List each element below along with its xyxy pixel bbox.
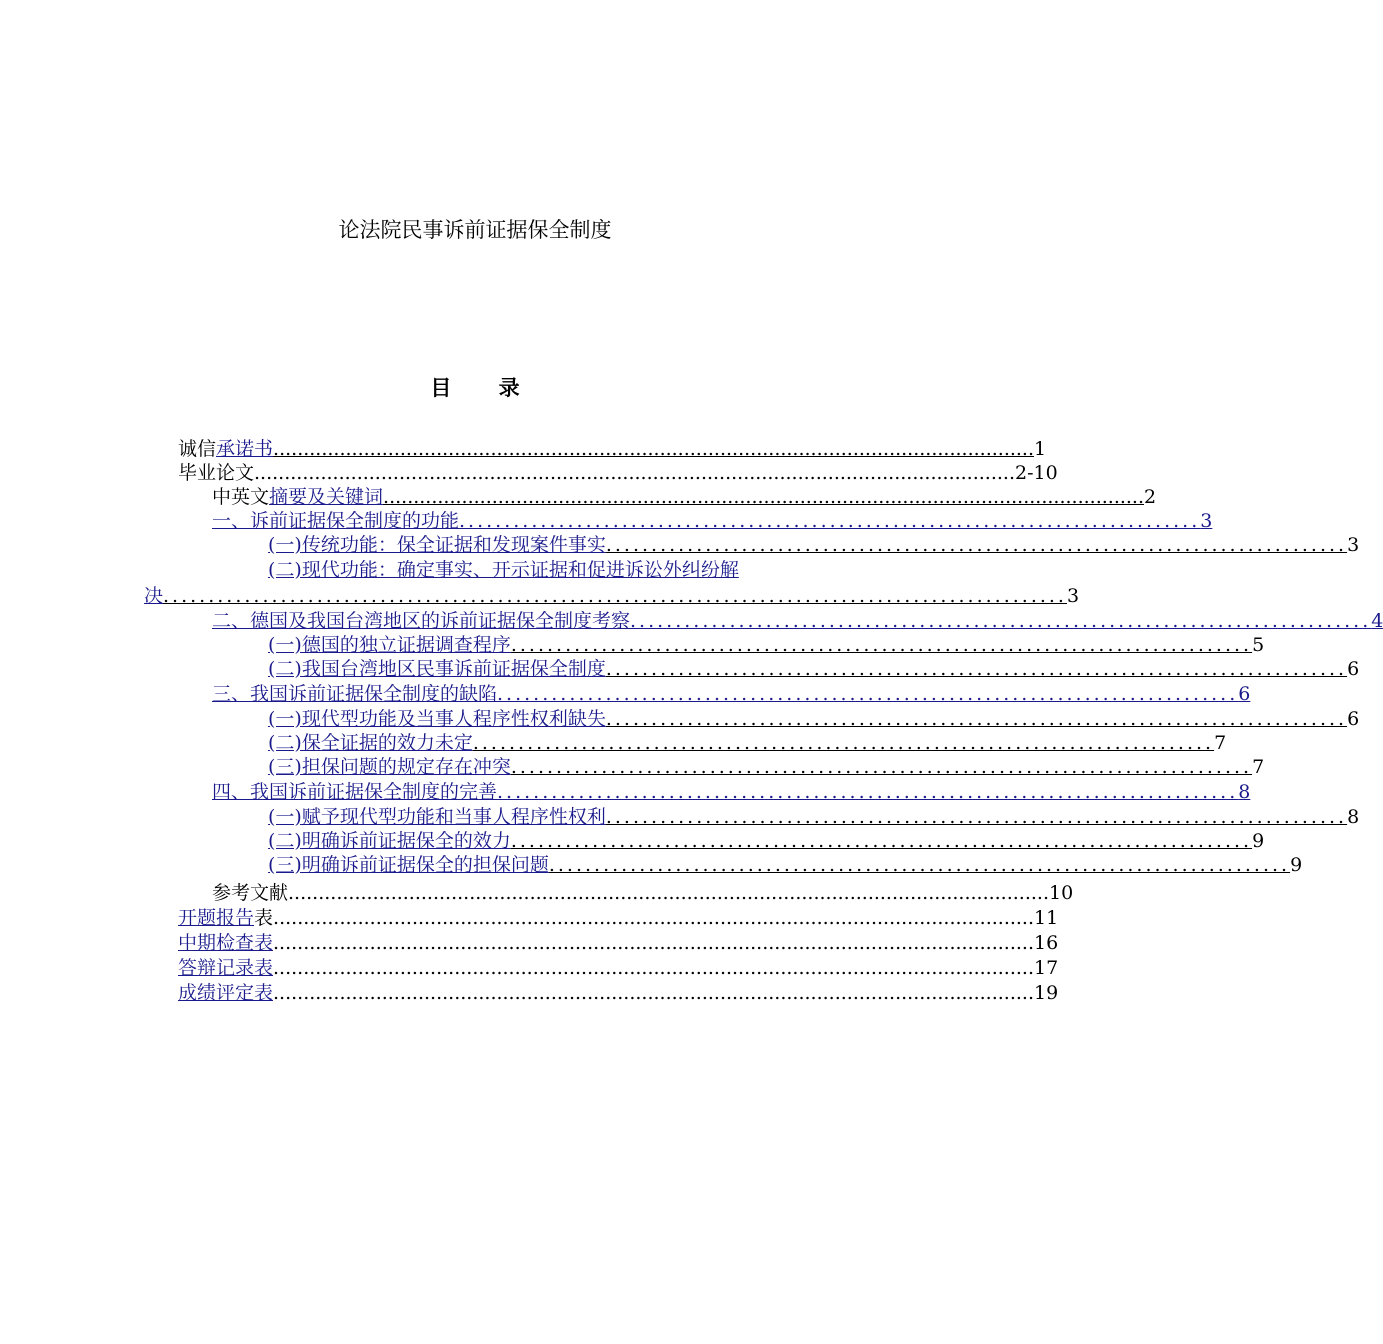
page-number: 17 (1034, 957, 1059, 979)
page-number: 3 (1347, 534, 1360, 556)
page-number: 9 (1252, 830, 1265, 852)
toc-link[interactable]: 答辩记录表 (178, 957, 274, 979)
page-number: 5 (1252, 634, 1265, 656)
toc-entry-grade-evaluation[interactable] (178, 980, 1059, 1006)
toc-entry-section-4-3[interactable] (268, 852, 1303, 878)
toc-link[interactable]: (二)保全证据的效力未定 (268, 732, 473, 754)
dot-leader: .................................................................................. (510, 830, 1253, 852)
toc-link[interactable]: (一)赋予现代型功能和当事人程序性权利 (268, 806, 606, 828)
toc-link[interactable]: (一)传统功能：保全证据和发现案件事实 (268, 534, 606, 556)
page-number: 2-10 (1015, 462, 1058, 484)
page-number: 6 (1347, 658, 1360, 680)
toc-entry-defense-record[interactable] (178, 955, 1059, 981)
dot-leader: .................................................................................................... (163, 585, 1067, 607)
toc-entry-section-2-2[interactable] (268, 656, 1360, 682)
toc-link[interactable]: 开题报告 (178, 907, 255, 929)
page-number: 2 (1144, 486, 1157, 508)
toc-entry-section-3-3[interactable] (268, 754, 1265, 780)
dot-leader: .................................................................................. (459, 510, 1201, 532)
toc-entry-section-3-2[interactable] (268, 730, 1227, 756)
toc-entry-midterm-check[interactable] (178, 930, 1059, 956)
toc-entry-proposal-report[interactable]: 开题报告 表 .............................................................................................................................. 11 (178, 907, 1059, 929)
toc-entry-abstract[interactable]: 中英文 摘要及关键词 .............................................................................................................................. 2 (212, 486, 1157, 508)
dot-leader: .............................................................................................................................. (254, 462, 1015, 484)
toc-link[interactable]: (二)现代功能：确定事实、开示证据和促进诉讼外纠纷解 (268, 559, 739, 581)
toc-entry-section-3-1[interactable] (268, 706, 1360, 732)
toc-entry-section-4[interactable]: 四、我国诉前证据保全制度的完善 .................................................................................. 8 (212, 781, 1251, 803)
dot-leader: .............................................................................................................................. (273, 932, 1034, 954)
toc-link[interactable]: 承诺书 (216, 438, 274, 460)
toc-link[interactable]: 中期检查表 (178, 932, 274, 954)
dot-leader: .................................................................................. (497, 781, 1239, 803)
dot-leader: .................................................................................. (510, 756, 1253, 778)
toc-entry-references: 参考文献 .............................................................................................................................. 10 (212, 882, 1074, 904)
toc-entry-section-1[interactable]: 一、诉前证据保全制度的功能 .................................................................................. 3 (212, 510, 1213, 532)
toc-link[interactable]: (三)明确诉前证据保全的担保问题 (268, 854, 549, 876)
page-number: 11 (1034, 907, 1059, 929)
page-number: 6 (1238, 683, 1251, 705)
dot-leader: .............................................................................................................................. (273, 438, 1035, 460)
dot-leader: .................................................................................. (510, 634, 1253, 656)
toc-link[interactable]: (二)明确诉前证据保全的效力 (268, 830, 511, 852)
page-number: 19 (1034, 982, 1059, 1004)
toc-heading: 目 录 (430, 376, 540, 400)
page-number: 10 (1049, 882, 1074, 904)
dot-leader: .................................................................................. (605, 708, 1348, 730)
dot-leader: .............................................................................................................................. (288, 882, 1049, 904)
toc-link[interactable]: 决 (144, 585, 164, 607)
dot-leader: .................................................................................. (630, 610, 1372, 632)
page-number: 8 (1238, 781, 1251, 803)
dot-leader: .................................................................................. (548, 854, 1291, 876)
toc-entry-section-4-2[interactable] (268, 828, 1265, 854)
toc-entry-section-3[interactable]: 三、我国诉前证据保全制度的缺陷 .................................................................................. 6 (212, 683, 1251, 705)
toc-entry-section-2-1[interactable] (268, 632, 1265, 658)
toc-link[interactable]: (二)我国台湾地区民事诉前证据保全制度 (268, 658, 606, 680)
page-number: 8 (1347, 806, 1360, 828)
toc-link[interactable]: 成绩评定表 (178, 982, 274, 1004)
page-number: 1 (1034, 438, 1047, 460)
page-number: 9 (1290, 854, 1303, 876)
dot-leader: .............................................................................................................................. (273, 957, 1034, 979)
dot-leader: .................................................................................. (497, 683, 1239, 705)
dot-leader: .............................................................................................................................. (383, 486, 1145, 508)
toc-link[interactable]: (三)担保问题的规定存在冲突 (268, 756, 511, 778)
page-number: 16 (1034, 932, 1059, 954)
dot-leader: .................................................................................. (605, 534, 1348, 556)
toc-entry-thesis: 毕业论文 .............................................................................................................................. 2-10 (178, 462, 1058, 484)
page-number: 3 (1200, 510, 1213, 532)
toc-entry-section-4-1[interactable] (268, 804, 1360, 830)
dot-leader: .................................................................................. (605, 658, 1348, 680)
page-number: 7 (1214, 732, 1227, 754)
toc-entry-integrity-pledge[interactable]: 诚信 承诺书 .............................................................................................................................. 1 (178, 438, 1047, 460)
dot-leader: .................................................................................. (605, 806, 1348, 828)
document-title: 论法院民事诉前证据保全制度 (338, 218, 612, 242)
dot-leader: .............................................................................................................................. (273, 907, 1035, 929)
dot-leader: .............................................................................................................................. (273, 982, 1034, 1004)
page-number: 7 (1252, 756, 1265, 778)
page-number: 4 (1371, 610, 1383, 632)
toc-link[interactable]: (一)现代型功能及当事人程序性权利缺失 (268, 708, 606, 730)
toc-entry-section-1-2-continued[interactable] (144, 583, 1080, 609)
toc-link[interactable]: (一)德国的独立证据调查程序 (268, 634, 511, 656)
page-number: 3 (1066, 585, 1080, 607)
dot-leader: .................................................................................. (472, 732, 1215, 754)
toc-link[interactable]: 摘要及关键词 (269, 486, 384, 508)
toc-entry-section-1-1[interactable] (268, 532, 1360, 558)
toc-entry-section-2[interactable]: 二、德国及我国台湾地区的诉前证据保全制度考察 .................................................................................. 4 (212, 610, 1383, 632)
toc-entry-section-1-2[interactable] (268, 557, 817, 583)
page-number: 6 (1347, 708, 1360, 730)
